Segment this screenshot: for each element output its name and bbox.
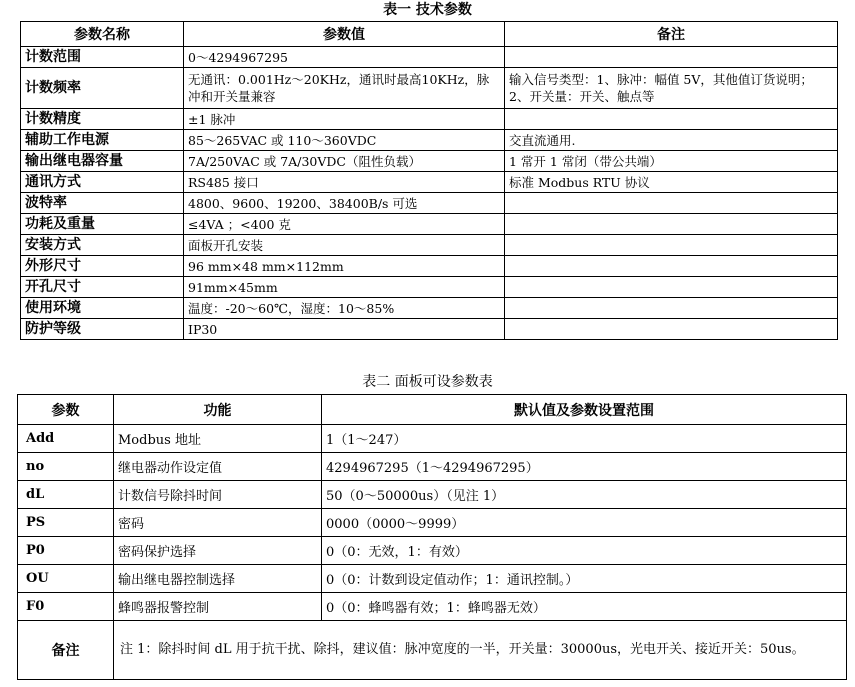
table2-header-row [18,395,847,425]
header-param: 参数 [18,395,114,425]
note-row [18,621,847,680]
param-code: no [18,453,114,481]
table-row [18,593,847,621]
param-name: 开孔尺寸 [21,277,184,298]
header-param-value: 参数值 [184,22,505,47]
param-code: OU [18,565,114,593]
table-row [21,151,838,172]
table-row [21,193,838,214]
param-default: 0（0：蜂鸣器有效；1：蜂鸣器无效） [322,593,847,621]
param-name: 波特率 [21,193,184,214]
param-code: F0 [18,593,114,621]
header-function: 功能 [114,395,322,425]
param-value: 7A/250VAC 或 7A/30VDC（阻性负载） [184,151,505,172]
param-note [505,214,838,235]
param-name: 安装方式 [21,235,184,256]
param-value: 无通讯：0.001Hz～20KHz，通讯时最高10KHz，脉冲和开关量兼容 [184,68,505,109]
param-value: RS485 接口 [184,172,505,193]
table1-header-row [21,22,838,47]
param-value: 温度：-20～60℃，湿度：10～85% [184,298,505,319]
note-text: 注 1：除抖时间 dL 用于抗干扰、除抖，建议值：脉冲宽度的一半，开关量：30000us，光电开关、接近开关：50us。 [114,621,847,680]
param-default: 1（1～247） [322,425,847,453]
table-row [18,509,847,537]
param-note: 1 常开 1 常闭（带公共端） [505,151,838,172]
table-row [21,109,838,130]
param-code: P0 [18,537,114,565]
table-row [18,537,847,565]
param-name: 功耗及重量 [21,214,184,235]
param-note [505,319,838,340]
param-value: ≤4VA ；<400 克 [184,214,505,235]
param-name: 计数范围 [21,47,184,68]
param-name: 计数精度 [21,109,184,130]
param-name: 辅助工作电源 [21,130,184,151]
param-function: 输出继电器控制选择 [114,565,322,593]
technical-parameters-table [20,21,838,340]
param-function: Modbus 地址 [114,425,322,453]
table-row [21,172,838,193]
param-name: 通讯方式 [21,172,184,193]
param-note [505,235,838,256]
param-note: 标准 Modbus RTU 协议 [505,172,838,193]
param-value: 85～265VAC 或 110～360VDC [184,130,505,151]
note-label: 备注 [18,621,114,680]
param-note: 交直流通用. [505,130,838,151]
param-code: Add [18,425,114,453]
panel-settings-table [17,394,847,680]
table-row [21,256,838,277]
table-row [21,47,838,68]
table-row [21,130,838,151]
param-default: 0（0：无效，1：有效） [322,537,847,565]
header-default-range: 默认值及参数设置范围 [322,395,847,425]
param-note [505,256,838,277]
param-note [505,298,838,319]
param-note [505,193,838,214]
param-default: 50（0～50000us）（见注 1） [322,481,847,509]
table2-caption: 表二 面板可设参数表 [362,374,493,390]
param-value: 面板开孔安装 [184,235,505,256]
param-default: 4294967295（1～4294967295） [322,453,847,481]
param-code: dL [18,481,114,509]
header-remark: 备注 [505,22,838,47]
param-value: 96 mm×48 mm×112mm [184,256,505,277]
param-name: 防护等级 [21,319,184,340]
table1-caption: 表一 技术参数 [383,2,472,18]
param-name: 外形尺寸 [21,256,184,277]
table-row [21,235,838,256]
param-name: 计数频率 [21,68,184,109]
param-value: 0～4294967295 [184,47,505,68]
table-row [18,425,847,453]
param-value: ±1 脉冲 [184,109,505,130]
param-value: IP30 [184,319,505,340]
table-row [18,453,847,481]
param-name: 输出继电器容量 [21,151,184,172]
table-row [21,298,838,319]
param-function: 蜂鸣器报警控制 [114,593,322,621]
header-param-name: 参数名称 [21,22,184,47]
param-function: 密码保护选择 [114,537,322,565]
table-row [18,481,847,509]
param-function: 继电器动作设定值 [114,453,322,481]
param-note [505,47,838,68]
table-row [21,68,838,109]
param-note [505,277,838,298]
param-default: 0（0：计数到设定值动作；1：通讯控制。） [322,565,847,593]
table-row [21,277,838,298]
param-default: 0000（0000～9999） [322,509,847,537]
table-row [21,214,838,235]
param-function: 密码 [114,509,322,537]
param-value: 4800、9600、19200、38400B/s 可选 [184,193,505,214]
param-function: 计数信号除抖时间 [114,481,322,509]
table-row [18,565,847,593]
param-code: PS [18,509,114,537]
param-value: 91mm×45mm [184,277,505,298]
table-row [21,319,838,340]
param-name: 使用环境 [21,298,184,319]
param-note: 输入信号类型：1、脉冲：幅值 5V，其他值订货说明；2、开关量：开关、触点等 [505,68,838,109]
param-note [505,109,838,130]
